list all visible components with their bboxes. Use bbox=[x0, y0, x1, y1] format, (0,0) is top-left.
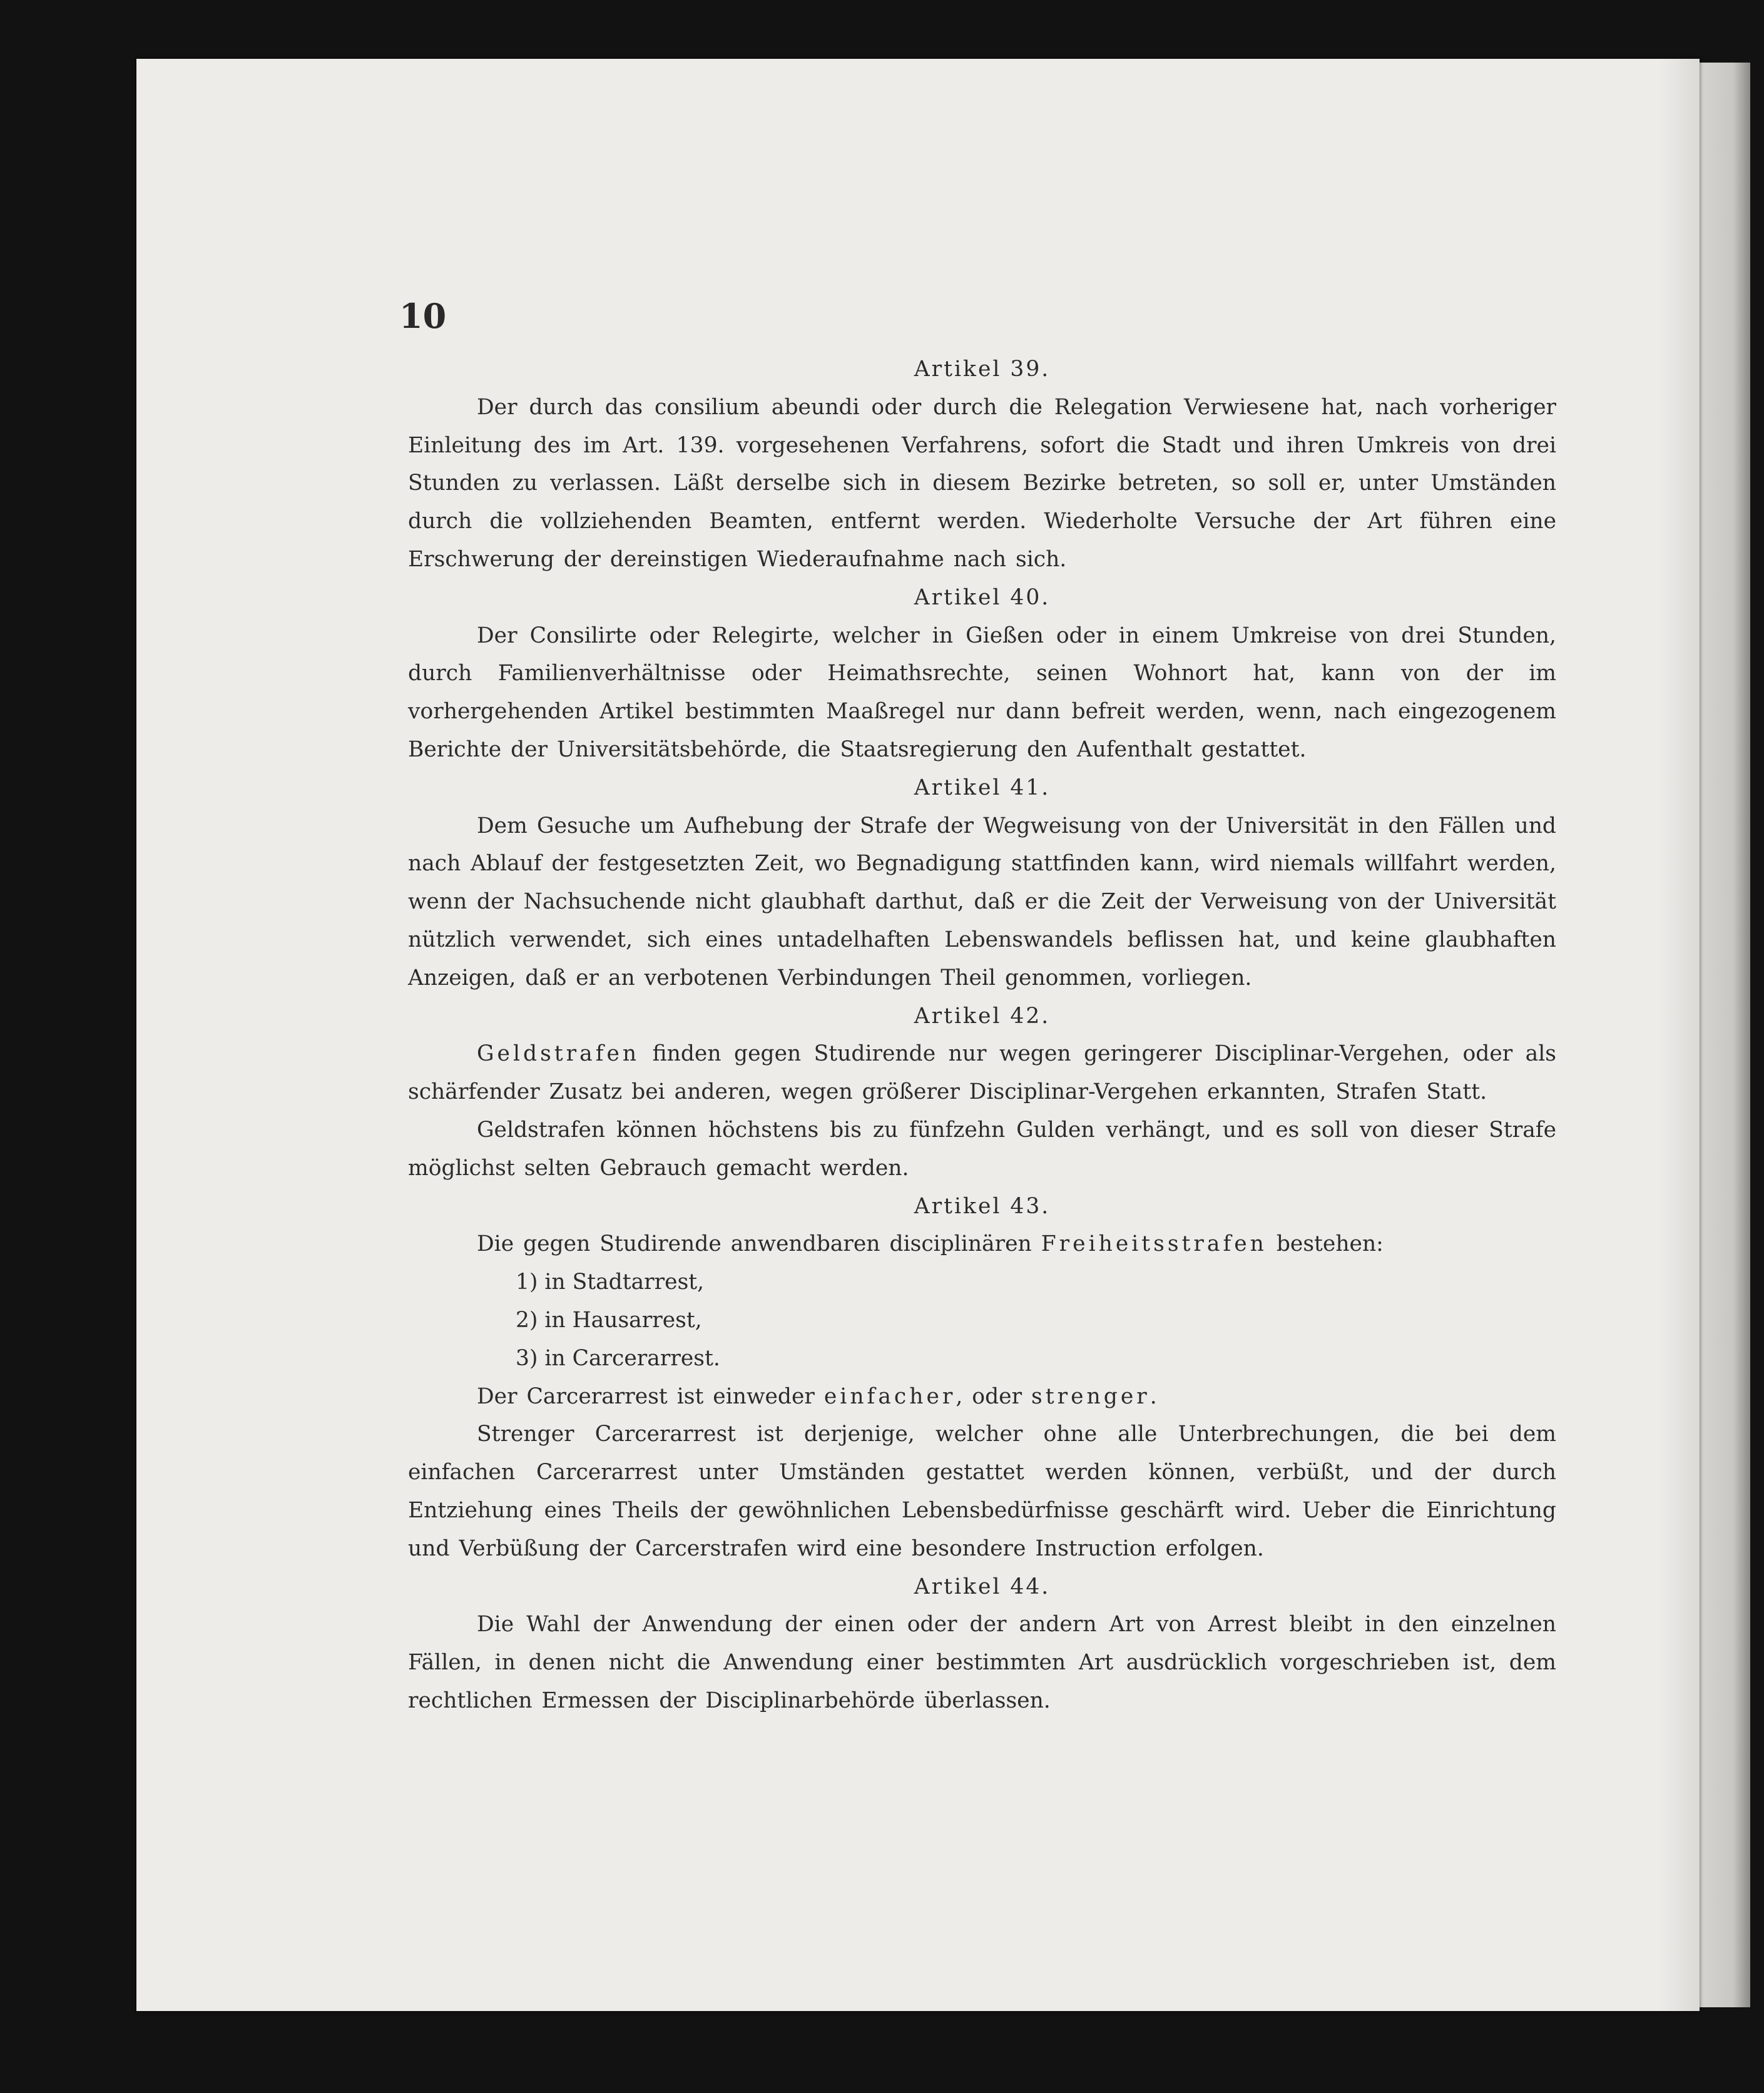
article-paragraph: Dem Gesuche um Aufhebung der Strafe der Wegweisung von der Universität in den Fällen und nach Ablauf der festgesetzten Zeit, wo Begnadigung stattfinden kann, wird niemals willfahrt werden, wenn der Nachsuchende nicht glaubhaft darthut, daß er die Zeit der Verweisung von der Universität nützlich verwendet, sich eines untadelhaften Lebenswandels beflissen hat, und keine glaubhaften Anzeigen, daß er an verbotenen Verbindungen Theil genommen, vorliegen. bbox=[408, 813, 1556, 990]
article-paragraph: Strenger Carcerarrest ist derjenige, welcher ohne alle Unterbrechungen, die bei dem einfachen Carcerarrest unter Umständen gestattet werden können, verbüßt, und der durch Entziehung eines Theils der gewöhnlichen Lebensbedürfnisse geschärft wird. Ueber die Einrichtung und Verbüßung der Carcerstrafen wird eine besondere Instruction erfolgen. bbox=[408, 1422, 1556, 1561]
article-paragraph bbox=[408, 1225, 1556, 1263]
article-heading: Artikel 43. bbox=[914, 1193, 1051, 1219]
article-heading: Artikel 44. bbox=[914, 1574, 1051, 1599]
article-41 bbox=[408, 769, 1556, 997]
article-paragraph: Die Wahl der Anwendung der einen oder der andern Art von Arrest bleibt in den einzelnen Fällen, in denen nicht die Anwendung einer bestimmten Art ausdrücklich vorgeschrieben ist, dem rechtlichen Ermessen der Disciplinarbehörde überlassen. bbox=[408, 1612, 1556, 1713]
article-42 bbox=[408, 997, 1556, 1188]
article-40 bbox=[408, 579, 1556, 769]
list-item: 3) in Carcerarrest. bbox=[516, 1345, 720, 1371]
paragraph-text: Der Carcerarrest ist einweder bbox=[477, 1383, 824, 1409]
article-heading: Artikel 41. bbox=[914, 775, 1051, 800]
article-paragraph bbox=[408, 1378, 1556, 1416]
paragraph-text: . bbox=[1150, 1383, 1157, 1409]
article-paragraph bbox=[408, 1035, 1556, 1111]
emphasized-term: Freiheitsstrafen bbox=[1041, 1231, 1267, 1257]
article-heading: Artikel 42. bbox=[914, 1003, 1051, 1029]
paragraph-text: finden gegen Studirende nur wegen geringerer Disciplinar-Vergehen, oder als schärfender Zusatz bei anderen, wegen größerer Disciplinar-Vergehen erkannten, Strafen Statt. bbox=[408, 1041, 1556, 1105]
article-39 bbox=[408, 350, 1556, 579]
list-item: 2) in Hausarrest, bbox=[516, 1307, 702, 1333]
paragraph-text: bestehen: bbox=[1267, 1231, 1384, 1257]
page-number: 10 bbox=[399, 296, 447, 336]
page-edge-shadow bbox=[1658, 59, 1700, 2011]
emphasized-term: strenger bbox=[1031, 1383, 1150, 1409]
arrest-type-list bbox=[408, 1263, 1556, 1377]
paragraph-text: Die gegen Studirende anwendbaren disciplinären bbox=[477, 1231, 1041, 1257]
paragraph-text: , oder bbox=[956, 1383, 1032, 1409]
article-heading: Artikel 40. bbox=[914, 584, 1051, 610]
next-page-edge bbox=[1693, 63, 1750, 2007]
list-item: 1) in Stadtarrest, bbox=[516, 1270, 705, 1295]
article-heading: Artikel 39. bbox=[914, 357, 1051, 382]
page-body bbox=[408, 350, 1556, 1720]
article-43 bbox=[408, 1188, 1556, 1568]
emphasized-term: einfacher bbox=[823, 1383, 956, 1409]
article-paragraph: Der durch das consilium abeundi oder durch die Relegation Verwiesene hat, nach vorheriger Einleitung des im Art. 139. vorgesehenen Verfahrens, sofort die Stadt und ihren Umkreis von drei Stunden zu verlassen. Läßt derselbe sich in diesem Bezirke betreten, so soll er, unter Umständen durch die vollziehenden Beamten, entfernt werden. Wiederholte Versuche der Art führen eine Erschwerung der dereinstigen Wiederaufnahme nach sich. bbox=[408, 394, 1556, 572]
emphasized-term: Geldstrafen bbox=[477, 1041, 640, 1067]
article-paragraph: Geldstrafen können höchstens bis zu fünfzehn Gulden verhängt, und es soll von dieser Strafe möglichst selten Gebrauch gemacht werden. bbox=[408, 1117, 1556, 1181]
article-paragraph: Der Consilirte oder Relegirte, welcher in Gießen oder in einem Umkreise von drei Stunden, durch Familienverhältnisse oder Heimathsrechte, seinen Wohnort hat, kann von der im vorhergehenden Artikel bestimmten Maaßregel nur dann befreit werden, wenn, nach eingezogenem Berichte der Universitätsbehörde, die Staatsregierung den Aufenthalt gestattet. bbox=[408, 623, 1556, 762]
article-44 bbox=[408, 1568, 1556, 1720]
